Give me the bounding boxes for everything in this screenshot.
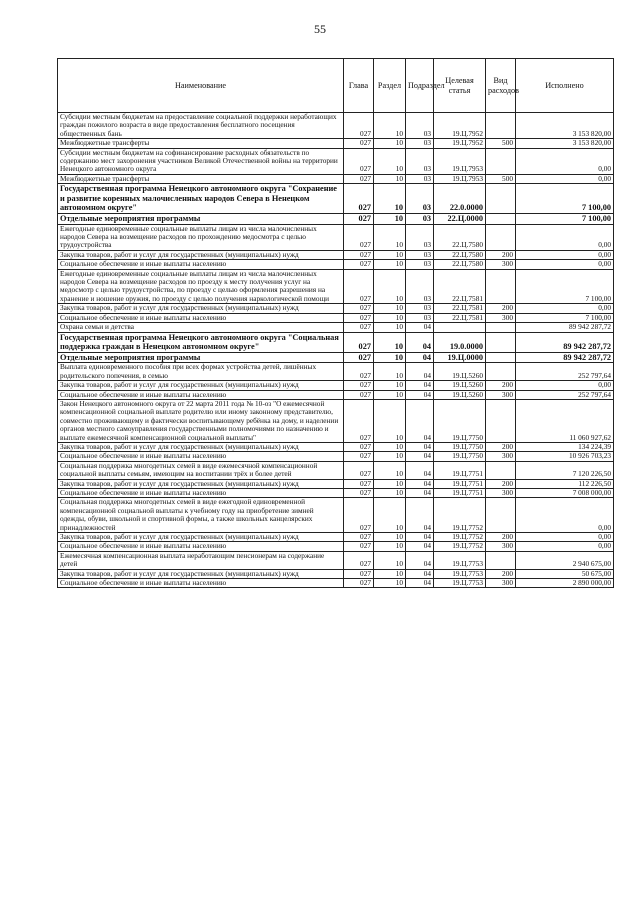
row-kind-cell: 500: [486, 174, 516, 183]
row-section-cell: 10: [374, 352, 406, 363]
row-kind-cell: 300: [486, 452, 516, 461]
row-subsection-cell: 03: [406, 269, 434, 304]
col-header-kind: Вид расходов: [486, 59, 516, 113]
row-name-cell: Социальное обеспечение и иные выплаты населению: [58, 313, 344, 322]
row-name-cell: Закупка товаров, работ и услуг для государственных (муниципальных) нужд: [58, 569, 344, 578]
row-target-cell: 19.Ц.7751: [434, 461, 486, 479]
row-kind-cell: 200: [486, 381, 516, 390]
row-name-cell: Социальная поддержка многодетных семей в виде ежегодной единовременной компенсационной социальной выплаты к учебному году на приобретение зимней одежды, обуви, школьной и спортивной формы, а также школьных канцелярских принадлежностей: [58, 498, 344, 533]
row-name-cell: Закупка товаров, работ и услуг для государственных (муниципальных) нужд: [58, 533, 344, 542]
row-subsection-cell: 04: [406, 551, 434, 569]
row-subsection-cell: 03: [406, 224, 434, 250]
row-kind-cell: 200: [486, 250, 516, 259]
row-kind-cell: [486, 363, 516, 381]
row-executed-cell: 0,00: [516, 260, 614, 269]
row-section-cell: 10: [374, 542, 406, 551]
row-kind-cell: [486, 214, 516, 225]
row-name-cell: Социальное обеспечение и иные выплаты населению: [58, 260, 344, 269]
row-executed-cell: 11 060 927,62: [516, 399, 614, 442]
row-executed-cell: 10 926 703,23: [516, 452, 614, 461]
row-kind-cell: [486, 399, 516, 442]
row-executed-cell: 0,00: [516, 542, 614, 551]
table-row: [58, 304, 614, 313]
table-row: [58, 551, 614, 569]
row-kind-cell: 200: [486, 569, 516, 578]
row-kind-cell: 200: [486, 304, 516, 313]
row-target-cell: 22.Ц.7580: [434, 260, 486, 269]
row-executed-cell: 0,00: [516, 533, 614, 542]
table-row: [58, 139, 614, 148]
row-section-cell: 10: [374, 569, 406, 578]
row-executed-cell: 7 100,00: [516, 313, 614, 322]
row-section-cell: 10: [374, 139, 406, 148]
table-row: [58, 332, 614, 352]
row-executed-cell: 0,00: [516, 224, 614, 250]
row-section-cell: 10: [374, 498, 406, 533]
row-name-cell: Государственная программа Ненецкого автономного округа "Социальная поддержка граждан в Ненецком автономном округе": [58, 332, 344, 352]
row-kind-cell: [486, 323, 516, 332]
row-executed-cell: 7 008 000,00: [516, 488, 614, 497]
row-executed-cell: 0,00: [516, 148, 614, 174]
row-kind-cell: 300: [486, 260, 516, 269]
row-subsection-cell: 04: [406, 579, 434, 588]
row-chapter-cell: 027: [344, 390, 374, 399]
row-chapter-cell: 027: [344, 488, 374, 497]
row-executed-cell: 89 942 287,72: [516, 323, 614, 332]
row-target-cell: 22.Ц.7581: [434, 313, 486, 322]
budget-table: [57, 58, 614, 588]
row-name-cell: Закупка товаров, работ и услуг для государственных (муниципальных) нужд: [58, 381, 344, 390]
row-subsection-cell: 04: [406, 352, 434, 363]
row-chapter-cell: 027: [344, 313, 374, 322]
row-chapter-cell: 027: [344, 569, 374, 578]
row-chapter-cell: 027: [344, 381, 374, 390]
row-name-cell: Субсидии местным бюджетам на софинансирование расходных обязательств по содержанию мест захоронения участников Великой Отечественной войны на территории Ненецкого автономного округа: [58, 148, 344, 174]
row-subsection-cell: 04: [406, 390, 434, 399]
row-subsection-cell: 04: [406, 399, 434, 442]
row-executed-cell: 112 226,50: [516, 479, 614, 488]
row-subsection-cell: 03: [406, 313, 434, 322]
row-section-cell: 10: [374, 452, 406, 461]
row-subsection-cell: 03: [406, 174, 434, 183]
col-header-section: Раздел: [374, 59, 406, 113]
row-kind-cell: [486, 148, 516, 174]
row-subsection-cell: 03: [406, 250, 434, 259]
row-target-cell: 22.Ц.7581: [434, 304, 486, 313]
row-kind-cell: [486, 332, 516, 352]
row-chapter-cell: 027: [344, 579, 374, 588]
row-name-cell: Социальное обеспечение и иные выплаты населению: [58, 390, 344, 399]
table-row: [58, 148, 614, 174]
table-row: [58, 498, 614, 533]
row-executed-cell: 252 797,64: [516, 363, 614, 381]
row-name-cell: Ежегодные единовременные социальные выплаты лицам из числа малочисленных народов Севера на возмещение расходов по прохождению медосмотра с целью трудоустройства: [58, 224, 344, 250]
row-chapter-cell: 027: [344, 452, 374, 461]
row-section-cell: 10: [374, 332, 406, 352]
row-chapter-cell: 027: [344, 139, 374, 148]
row-name-cell: Закупка товаров, работ и услуг для государственных (муниципальных) нужд: [58, 442, 344, 451]
row-chapter-cell: 027: [344, 479, 374, 488]
row-target-cell: 22.Ц.0000: [434, 214, 486, 225]
row-name-cell: Закупка товаров, работ и услуг для государственных (муниципальных) нужд: [58, 304, 344, 313]
row-kind-cell: [486, 352, 516, 363]
col-header-target: Целевая статья: [434, 59, 486, 113]
table-row: [58, 269, 614, 304]
row-chapter-cell: 027: [344, 269, 374, 304]
row-executed-cell: 0,00: [516, 381, 614, 390]
row-chapter-cell: 027: [344, 442, 374, 451]
row-subsection-cell: 04: [406, 533, 434, 542]
row-chapter-cell: 027: [344, 352, 374, 363]
row-executed-cell: 50 675,00: [516, 569, 614, 578]
table-row: [58, 452, 614, 461]
row-section-cell: 10: [374, 184, 406, 214]
row-executed-cell: 134 224,39: [516, 442, 614, 451]
table-row: [58, 113, 614, 139]
row-chapter-cell: 027: [344, 498, 374, 533]
row-target-cell: [434, 323, 486, 332]
table-row: [58, 323, 614, 332]
row-subsection-cell: 04: [406, 488, 434, 497]
table-row: [58, 313, 614, 322]
row-kind-cell: 300: [486, 390, 516, 399]
row-section-cell: 10: [374, 551, 406, 569]
row-subsection-cell: 04: [406, 461, 434, 479]
row-subsection-cell: 03: [406, 184, 434, 214]
table-row: [58, 260, 614, 269]
table-row: [58, 461, 614, 479]
row-name-cell: Ежегодные единовременные социальные выплаты лицам из числа малочисленных народов Севера на возмещение расходов по проезду к месту получения услуг на медосмотр с целью трудоустройства, по проезду с целью оформления разрешения на хранение и ношение оружия, по проезду с целью получения наркологической помощи: [58, 269, 344, 304]
row-chapter-cell: 027: [344, 174, 374, 183]
row-kind-cell: 200: [486, 533, 516, 542]
row-chapter-cell: 027: [344, 323, 374, 332]
row-section-cell: 10: [374, 113, 406, 139]
row-target-cell: 19.Ц.5260: [434, 381, 486, 390]
row-target-cell: 19.Ц.7952: [434, 113, 486, 139]
table-body: [58, 113, 614, 588]
row-name-cell: Социальная поддержка многодетных семей в виде ежемесячной компенсационной социальной выплаты семьям, имеющим на воспитании трёх и более детей: [58, 461, 344, 479]
row-kind-cell: [486, 269, 516, 304]
row-kind-cell: [486, 498, 516, 533]
table-row: [58, 184, 614, 214]
table-row: [58, 399, 614, 442]
row-kind-cell: [486, 113, 516, 139]
row-name-cell: Отдельные мероприятия программы: [58, 214, 344, 225]
row-subsection-cell: 04: [406, 498, 434, 533]
row-subsection-cell: 03: [406, 214, 434, 225]
row-target-cell: 19.0.0000: [434, 332, 486, 352]
row-name-cell: Отдельные мероприятия программы: [58, 352, 344, 363]
row-executed-cell: 0,00: [516, 174, 614, 183]
row-name-cell: Закупка товаров, работ и услуг для государственных (муниципальных) нужд: [58, 479, 344, 488]
row-chapter-cell: 027: [344, 113, 374, 139]
row-subsection-cell: 04: [406, 569, 434, 578]
row-target-cell: 19.Ц.7752: [434, 542, 486, 551]
row-name-cell: Ежемесячная компенсационная выплата неработающим пенсионерам на содержание детей: [58, 551, 344, 569]
col-header-name: Наименование: [58, 59, 344, 113]
row-chapter-cell: 027: [344, 461, 374, 479]
row-executed-cell: 7 100,00: [516, 214, 614, 225]
table-row: [58, 352, 614, 363]
col-header-executed: Исполнено: [516, 59, 614, 113]
col-header-chapter: Глава: [344, 59, 374, 113]
row-kind-cell: 200: [486, 479, 516, 488]
row-section-cell: 10: [374, 390, 406, 399]
row-target-cell: 19.Ц.7751: [434, 479, 486, 488]
row-subsection-cell: 03: [406, 113, 434, 139]
row-target-cell: 22.Ц.7581: [434, 269, 486, 304]
row-section-cell: 10: [374, 304, 406, 313]
row-chapter-cell: 027: [344, 363, 374, 381]
row-target-cell: 19.Ц.7751: [434, 488, 486, 497]
row-subsection-cell: 04: [406, 479, 434, 488]
row-section-cell: 10: [374, 269, 406, 304]
row-target-cell: 19.Ц.5260: [434, 363, 486, 381]
row-section-cell: 10: [374, 214, 406, 225]
row-executed-cell: 89 942 287,72: [516, 332, 614, 352]
row-kind-cell: 300: [486, 542, 516, 551]
row-section-cell: 10: [374, 488, 406, 497]
row-section-cell: 10: [374, 579, 406, 588]
row-section-cell: 10: [374, 399, 406, 442]
row-target-cell: 19.Ц.7752: [434, 533, 486, 542]
row-subsection-cell: 03: [406, 260, 434, 269]
row-subsection-cell: 04: [406, 442, 434, 451]
row-executed-cell: 3 153 820,00: [516, 139, 614, 148]
row-chapter-cell: 027: [344, 224, 374, 250]
table-row: [58, 174, 614, 183]
row-executed-cell: 7 120 226,50: [516, 461, 614, 479]
row-target-cell: 19.Ц.7953: [434, 148, 486, 174]
row-target-cell: 19.Ц.7752: [434, 498, 486, 533]
row-section-cell: 10: [374, 363, 406, 381]
row-chapter-cell: 027: [344, 148, 374, 174]
row-name-cell: Межбюджетные трансферты: [58, 139, 344, 148]
table-row: [58, 381, 614, 390]
row-executed-cell: 2 940 675,00: [516, 551, 614, 569]
row-executed-cell: 89 942 287,72: [516, 352, 614, 363]
row-section-cell: 10: [374, 533, 406, 542]
row-executed-cell: 7 100,00: [516, 184, 614, 214]
row-subsection-cell: 03: [406, 304, 434, 313]
row-executed-cell: 0,00: [516, 498, 614, 533]
row-executed-cell: 252 797,64: [516, 390, 614, 399]
row-section-cell: 10: [374, 381, 406, 390]
row-subsection-cell: 04: [406, 381, 434, 390]
row-name-cell: Субсидии местным бюджетам на предоставление социальной поддержки неработающих граждан пожилого возраста в виде предоставления бесплатного посещения общественных бань: [58, 113, 344, 139]
row-subsection-cell: 03: [406, 148, 434, 174]
row-section-cell: 10: [374, 323, 406, 332]
row-subsection-cell: 04: [406, 452, 434, 461]
row-chapter-cell: 027: [344, 260, 374, 269]
row-executed-cell: 0,00: [516, 250, 614, 259]
row-section-cell: 10: [374, 174, 406, 183]
row-section-cell: 10: [374, 479, 406, 488]
row-target-cell: 19.Ц.7952: [434, 139, 486, 148]
row-chapter-cell: 027: [344, 304, 374, 313]
row-name-cell: Социальное обеспечение и иные выплаты населению: [58, 452, 344, 461]
row-kind-cell: 300: [486, 488, 516, 497]
row-kind-cell: [486, 224, 516, 250]
row-chapter-cell: 027: [344, 250, 374, 259]
row-target-cell: 22.0.0000: [434, 184, 486, 214]
row-chapter-cell: 027: [344, 332, 374, 352]
row-section-cell: 10: [374, 250, 406, 259]
row-target-cell: 19.Ц.7753: [434, 569, 486, 578]
row-executed-cell: 7 100,00: [516, 269, 614, 304]
row-kind-cell: 200: [486, 442, 516, 451]
row-chapter-cell: 027: [344, 184, 374, 214]
row-name-cell: Межбюджетные трансферты: [58, 174, 344, 183]
row-name-cell: Государственная программа Ненецкого автономного округа "Сохранение и развитие коренных малочисленных народов Севера в Ненецком автономном округе": [58, 184, 344, 214]
row-target-cell: 19.Ц.0000: [434, 352, 486, 363]
row-section-cell: 10: [374, 148, 406, 174]
table-row: [58, 542, 614, 551]
table-row: [58, 214, 614, 225]
row-kind-cell: [486, 551, 516, 569]
row-name-cell: Охрана семьи и детства: [58, 323, 344, 332]
table-row: [58, 224, 614, 250]
row-subsection-cell: 04: [406, 323, 434, 332]
row-name-cell: Социальное обеспечение и иные выплаты населению: [58, 542, 344, 551]
row-kind-cell: 300: [486, 313, 516, 322]
table-row: [58, 390, 614, 399]
row-executed-cell: 2 890 000,00: [516, 579, 614, 588]
table-row: [58, 363, 614, 381]
row-chapter-cell: 027: [344, 214, 374, 225]
row-kind-cell: 500: [486, 139, 516, 148]
row-subsection-cell: 04: [406, 332, 434, 352]
row-section-cell: 10: [374, 224, 406, 250]
row-executed-cell: 3 153 820,00: [516, 113, 614, 139]
col-header-subsection: Подраздел: [406, 59, 434, 113]
row-section-cell: 10: [374, 260, 406, 269]
row-target-cell: 19.Ц.7753: [434, 579, 486, 588]
row-subsection-cell: 03: [406, 139, 434, 148]
row-name-cell: Выплата единовременного пособия при всех формах устройства детей, лишённых родительского попечения, в семью: [58, 363, 344, 381]
row-section-cell: 10: [374, 442, 406, 451]
row-subsection-cell: 04: [406, 363, 434, 381]
row-target-cell: 19.Ц.5260: [434, 390, 486, 399]
row-name-cell: Социальное обеспечение и иные выплаты населению: [58, 488, 344, 497]
row-chapter-cell: 027: [344, 542, 374, 551]
row-name-cell: Закупка товаров, работ и услуг для государственных (муниципальных) нужд: [58, 250, 344, 259]
row-chapter-cell: 027: [344, 399, 374, 442]
row-chapter-cell: 027: [344, 551, 374, 569]
page-number: 55: [314, 22, 326, 36]
row-chapter-cell: 027: [344, 533, 374, 542]
row-name-cell: Закон Ненецкого автономного округа от 22 марта 2011 года № 10-оз "О ежемесячной компенсационной социальной выплате родителю или иному законному представителю, совместно проживающему и фактически воспитывающему ребёнка на дому, и наделении органов местного самоуправления государственными полномочиями по назначению и выплате ежемесячной компенсационной социальной выплаты": [58, 399, 344, 442]
row-executed-cell: 0,00: [516, 304, 614, 313]
row-target-cell: 19.Ц.7750: [434, 452, 486, 461]
row-section-cell: 10: [374, 461, 406, 479]
table-header-row: [58, 59, 614, 113]
row-target-cell: 19.Ц.7750: [434, 399, 486, 442]
row-target-cell: 22.Ц.7580: [434, 250, 486, 259]
row-target-cell: 19.Ц.7753: [434, 551, 486, 569]
row-kind-cell: [486, 184, 516, 214]
row-name-cell: Социальное обеспечение и иные выплаты населению: [58, 579, 344, 588]
row-target-cell: 19.Ц.7953: [434, 174, 486, 183]
row-kind-cell: [486, 461, 516, 479]
table-row: [58, 579, 614, 588]
row-section-cell: 10: [374, 313, 406, 322]
row-target-cell: 22.Ц.7580: [434, 224, 486, 250]
row-kind-cell: 300: [486, 579, 516, 588]
row-target-cell: 19.Ц.7750: [434, 442, 486, 451]
row-subsection-cell: 04: [406, 542, 434, 551]
